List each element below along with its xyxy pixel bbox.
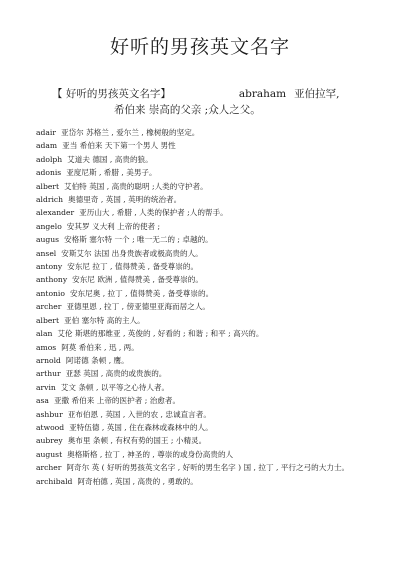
entry-english-name: amos <box>36 342 57 352</box>
entry-description: 亚特伍德 , 英国 , 住在森林或森林中的人。 <box>69 422 213 432</box>
entry-description: 亚岱尔 苏格兰 , 爱尔兰 , 橡树般的坚定。 <box>60 128 200 137</box>
intro-name: abraham <box>238 88 287 100</box>
entry-description: 安格斯 塞尔特 一个 ; 唯一无二的 ; 卓越的。 <box>64 235 213 245</box>
entry-english-name: atwood <box>36 422 65 432</box>
entry-description: 艾伯特 英国 , 高贵的聪明 ;人类的守护者。 <box>64 181 208 191</box>
intro-line-2: 希伯来 崇高的父亲 ;众人之父。 <box>114 104 261 116</box>
name-entry <box>36 300 376 313</box>
entry-description: 亚布伯恩 , 英国 , 入世的农 , 忠诚直言者。 <box>67 409 211 419</box>
intro-meaning-line-1: 亚伯拉罕, <box>294 88 340 100</box>
name-entry <box>36 153 376 166</box>
entry-description: 亚德里恩 , 拉丁 , 傍亚德里亚海而居之人。 <box>66 302 211 312</box>
entry-english-name: ansel <box>36 248 57 258</box>
entry-description: 亚撒 希伯来 上帝的医护者 ; 治愈者。 <box>53 396 181 406</box>
entry-description: 奥德里奇 , 英国 , 英明的统治者。 <box>68 195 182 205</box>
entry-description: 阿诺德 条顿 , 鹰。 <box>65 355 129 365</box>
entry-description: 亚度尼斯 , 希腊 , 美男子。 <box>66 168 157 178</box>
entry-english-name: aubrey <box>36 436 63 446</box>
name-entry <box>36 354 376 367</box>
entry-english-name: angelo <box>36 221 62 231</box>
name-entry <box>36 193 376 206</box>
entry-description: 安东尼奥 , 拉丁 , 值得赞美 , 备受尊崇的。 <box>69 288 214 298</box>
entry-english-name: archibald <box>36 476 73 486</box>
name-entry <box>36 273 376 286</box>
name-entry <box>36 247 376 260</box>
intro-bracket-label: 【 好听的男孩英文名字】 <box>52 88 171 100</box>
entry-english-name: anthony <box>36 275 68 285</box>
entry-description: 安东尼 拉丁 , 值得赞美 , 备受尊崇的。 <box>67 262 199 272</box>
entry-english-name: adair <box>36 128 56 137</box>
entry-english-name: arthur <box>36 369 61 379</box>
entry-english-name: aldrich <box>36 195 64 205</box>
name-entry <box>36 421 376 434</box>
entry-description: 艾文 条顿 , 以平等之心待人者。 <box>60 382 170 392</box>
name-entry <box>36 166 376 179</box>
entry-english-name: antonio <box>36 288 65 298</box>
entry-description: 阿莫 希伯来 , 迅 , 两。 <box>61 342 139 352</box>
entry-english-name: albert <box>36 181 59 191</box>
name-entry <box>36 394 376 407</box>
entry-english-name: adam <box>36 141 58 151</box>
name-entry <box>36 139 376 152</box>
name-entry <box>36 220 376 233</box>
entry-english-name: arnold <box>36 355 61 365</box>
entry-description: 奥布里 条顿 , 有权有势的国王 ; 小精灵。 <box>67 436 207 446</box>
name-entry-list <box>36 126 376 488</box>
name-entry <box>36 233 376 246</box>
entry-english-name: augus <box>36 235 60 245</box>
entry-english-name: ashbur <box>36 409 63 419</box>
entry-description: 亚历山大 , 希腊 , 人类的保护者 ;人的帮手。 <box>79 208 228 218</box>
name-entry <box>36 260 376 273</box>
entry-english-name: adolph <box>36 154 63 164</box>
name-entry <box>36 206 376 219</box>
entry-description: 安斯艾尔 法国 出身贵族者或极高贵的人。 <box>61 248 203 258</box>
entry-english-name: alan <box>36 329 53 339</box>
entry-description: 奥格斯格 , 拉丁 , 神圣的 , 尊崇的或身份高贵的人 <box>67 449 234 459</box>
entry-english-name: alexander <box>36 208 75 218</box>
entry-english-name: antony <box>36 262 63 272</box>
entry-description: 安东尼 欧洲 , 值得赞美 , 备受尊崇的。 <box>72 275 203 285</box>
name-entry <box>36 461 376 474</box>
name-entry <box>36 475 376 488</box>
entry-english-name: archer <box>36 302 62 312</box>
entry-description: 艾伦 斯堪的那维亚 , 英俊的 , 好看的 ; 和谐 ; 和平 ; 高兴的。 <box>57 329 264 339</box>
entry-english-name: august <box>36 449 63 459</box>
entry-description: 阿奇尔 英 ( 好听的男孩英文名字 , 好听的男生名字 ) 国 , 拉丁 , 平行之弓的大力士。 <box>66 463 350 473</box>
intro-line-1 <box>52 86 352 101</box>
entry-english-name: adonis <box>36 168 62 178</box>
name-entry <box>36 448 376 461</box>
entry-english-name: asa <box>36 396 49 406</box>
name-entry <box>36 341 376 354</box>
entry-description: 安其罗 义大利 上帝的使者 ; <box>66 221 161 231</box>
name-entry <box>36 126 376 139</box>
entry-english-name: archer <box>36 463 62 473</box>
name-entry <box>36 434 376 447</box>
name-entry <box>36 314 376 327</box>
page-title: 好听的男孩英文名字 <box>109 36 290 58</box>
entry-description: 亚瑟 英国 , 高贵的或贵族的。 <box>65 369 167 379</box>
entry-description: 亚当 希伯来 天下第一个男人 男性 <box>62 141 176 151</box>
entry-description: 阿奇柏德 , 英国 , 高贵的 , 勇敢的。 <box>77 476 198 486</box>
name-entry <box>36 367 376 380</box>
name-entry <box>36 381 376 394</box>
name-entry <box>36 327 376 340</box>
name-entry <box>36 180 376 193</box>
name-entry <box>36 408 376 421</box>
entry-english-name: albert <box>36 315 59 325</box>
entry-description: 艾道夫 德国 , 高贵的狼。 <box>67 154 153 164</box>
name-entry <box>36 287 376 300</box>
entry-description: 亚伯 塞尔特 高的主人。 <box>64 315 145 325</box>
entry-english-name: arvin <box>36 382 56 392</box>
